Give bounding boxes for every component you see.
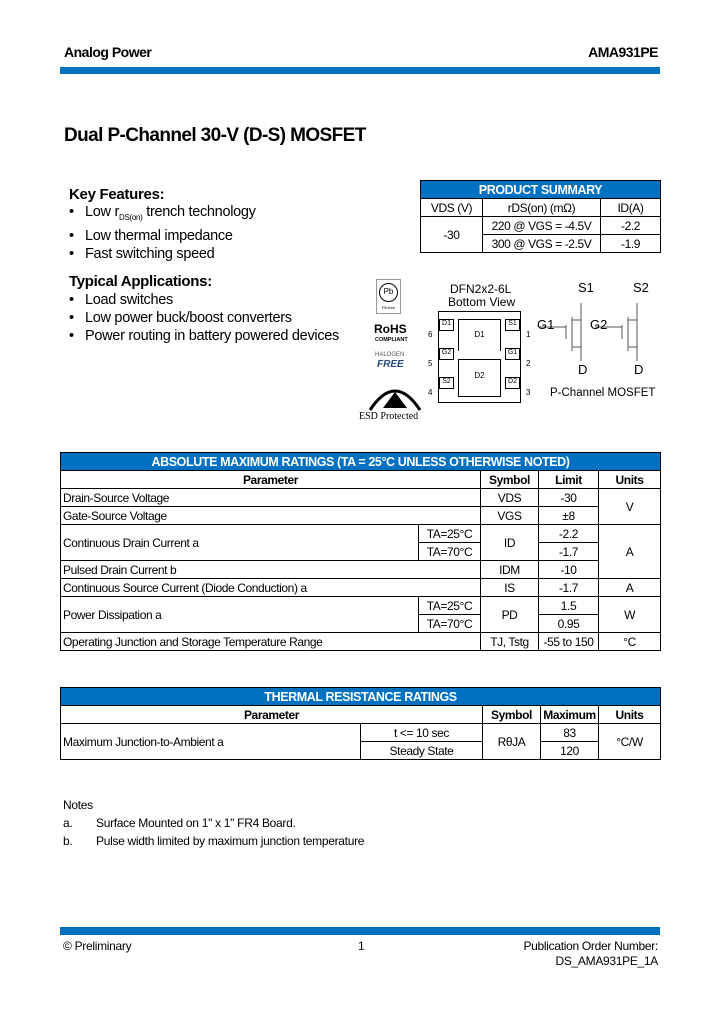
pin: G1 [505, 348, 520, 360]
table-cell: 1.5 [539, 597, 599, 615]
table-cell: ±8 [539, 507, 599, 525]
table-cell: ID(A) [601, 199, 661, 217]
application-item: • Power routing in battery powered devices [69, 327, 339, 345]
note-mark: b. [63, 834, 73, 848]
table-cell: VGS [481, 507, 539, 525]
table-row [61, 724, 661, 742]
note-text: Surface Mounted on 1" x 1" FR4 Board. [96, 816, 296, 830]
table-header-cell: Parameter [61, 471, 481, 489]
table-cell: Steady State [361, 742, 483, 760]
pin-numbers-right: 1 2 3 [526, 330, 531, 397]
table-cell: Gate-Source Voltage [61, 507, 481, 525]
table-header-cell: Parameter [61, 706, 483, 724]
compliant-label: COMPLIANT [375, 337, 408, 343]
part-number: AMA931PE [588, 44, 658, 60]
applications-list [69, 291, 339, 345]
table-cell: Drain-Source Voltage [61, 489, 481, 507]
table-header-cell: Maximum [541, 706, 599, 724]
g1-label: G1 [537, 317, 555, 332]
feature-item: • Low thermal impedance [69, 227, 256, 245]
table-row [61, 507, 661, 525]
thermal-resistance-table [60, 687, 661, 760]
feature-item: • Fast switching speed [69, 245, 256, 263]
table-cell: PD [481, 597, 539, 633]
table-cell: Operating Junction and Storage Temperature Range [61, 633, 481, 651]
table-cell: IS [481, 579, 539, 597]
table-cell: Power Dissipation a [61, 597, 419, 633]
table-cell: -30 [539, 489, 599, 507]
notes-heading: Notes [63, 798, 93, 812]
applications-heading: Typical Applications: [69, 273, 212, 290]
table-cell: W [599, 597, 661, 633]
table-cell: IDM [481, 561, 539, 579]
rohs-label: RoHS [374, 322, 407, 336]
header-rule [60, 67, 660, 74]
halogen-label: HALOGEN [375, 352, 405, 358]
table-row [61, 633, 661, 651]
table-header-cell: Symbol [481, 471, 539, 489]
footer-copyright: © Preliminary [63, 939, 132, 953]
application-item: • Load switches [69, 291, 339, 309]
table-cell: -2.2 [539, 525, 599, 543]
note-text: Pulse width limited by maximum junction temperature [96, 834, 365, 848]
table-header-cell: Limit [539, 471, 599, 489]
table-header-cell: Units [599, 471, 661, 489]
table-row [421, 181, 661, 199]
table-header-cell: Units [599, 706, 661, 724]
pad-d1: D1 [458, 319, 501, 351]
table-row [61, 489, 661, 507]
table-cell: A [599, 579, 661, 597]
table-cell: 300 @ VGS = -2.5V [483, 235, 601, 253]
table-cell: Maximum Junction-to-Ambient a [61, 724, 361, 760]
footer-rule [60, 927, 660, 935]
product-summary-table [420, 180, 661, 253]
table-cell: -1.7 [539, 579, 599, 597]
pin-numbers-left: 6 5 4 [428, 330, 433, 397]
package-name: DFN2x2-6L [450, 282, 512, 296]
table-header-cell: Symbol [483, 706, 541, 724]
table-row [421, 199, 661, 217]
page-number: 1 [358, 939, 365, 953]
pb-free-logo: Pb Pb-free [376, 279, 401, 314]
table-cell: TA=70°C [419, 543, 481, 561]
table-cell: -1.7 [539, 543, 599, 561]
table-cell: -30 [421, 217, 483, 253]
table-cell: rDS(on) (mΩ) [483, 199, 601, 217]
note-mark: a. [63, 816, 73, 830]
table-row [61, 453, 661, 471]
page-title: Dual P-Channel 30-V (D-S) MOSFET [64, 125, 366, 146]
table-row [421, 217, 661, 235]
esd-icon [365, 380, 425, 412]
table-cell: V [599, 489, 661, 525]
table-row [61, 561, 661, 579]
g2-label: G2 [590, 317, 608, 332]
table-cell: 83 [541, 724, 599, 742]
feature-item: • Low $r_{DS(on)}$ trench technology [69, 203, 256, 227]
table-row [61, 579, 661, 597]
key-features-list [69, 203, 256, 263]
table-cell: RθJA [483, 724, 541, 760]
table-row [61, 706, 661, 724]
free-label: FREE [377, 359, 404, 370]
package-outline [438, 311, 521, 403]
pin: D1 [439, 319, 454, 331]
table-cell: Continuous Source Current (Diode Conduction) a [61, 579, 481, 597]
publication-label: Publication Order Number: [523, 939, 658, 953]
pad-d2: D2 [458, 359, 501, 397]
table-cell: ID [481, 525, 539, 561]
table-cell: °C/W [599, 724, 661, 760]
table-cell: TA=25°C [419, 597, 481, 615]
package-view: Bottom View [448, 295, 516, 309]
table-cell: -2.2 [601, 217, 661, 235]
table-cell: TA=70°C [419, 615, 481, 633]
table-cell: -10 [539, 561, 599, 579]
table-header-cell: THERMAL RESISTANCE RATINGS [61, 688, 661, 706]
table-cell: 220 @ VGS = -4.5V [483, 217, 601, 235]
pin: G2 [439, 348, 454, 360]
table-row [61, 688, 661, 706]
table-header-cell: ABSOLUTE MAXIMUM RATINGS (TA = 25°C UNLESS OTHERWISE NOTED) [61, 453, 661, 471]
esd-label: ESD Protected [359, 411, 419, 422]
application-item: • Low power buck/boost converters [69, 309, 339, 327]
table-cell: °C [599, 633, 661, 651]
table-cell: A [599, 525, 661, 579]
table-cell: VDS (V) [421, 199, 483, 217]
key-features-heading: Key Features: [69, 186, 165, 203]
table-cell: 120 [541, 742, 599, 760]
table-cell: t <= 10 sec [361, 724, 483, 742]
d1-label: D [578, 362, 588, 377]
table-row [61, 471, 661, 489]
schematic-caption: P-Channel MOSFET [550, 387, 656, 399]
absolute-max-ratings-table [60, 452, 661, 651]
table-row [61, 597, 661, 615]
s2-label: S2 [633, 280, 649, 295]
publication-number: DS_AMA931PE_1A [555, 954, 658, 968]
table-header-cell: PRODUCT SUMMARY [421, 181, 661, 199]
table-cell: -55 to 150 [539, 633, 599, 651]
company-name: Analog Power [64, 44, 152, 60]
pin: S1 [505, 319, 520, 331]
table-cell: 0.95 [539, 615, 599, 633]
table-cell: -1.9 [601, 235, 661, 253]
table-row [61, 525, 661, 543]
d2-label: D [634, 362, 644, 377]
s1-label: S1 [578, 280, 594, 295]
table-cell: VDS [481, 489, 539, 507]
pin: S2 [439, 377, 454, 389]
pin: D2 [505, 377, 520, 389]
table-cell: Continuous Drain Current a [61, 525, 419, 561]
table-cell: Pulsed Drain Current b [61, 561, 481, 579]
table-cell: TJ, Tstg [481, 633, 539, 651]
table-cell: TA=25°C [419, 525, 481, 543]
